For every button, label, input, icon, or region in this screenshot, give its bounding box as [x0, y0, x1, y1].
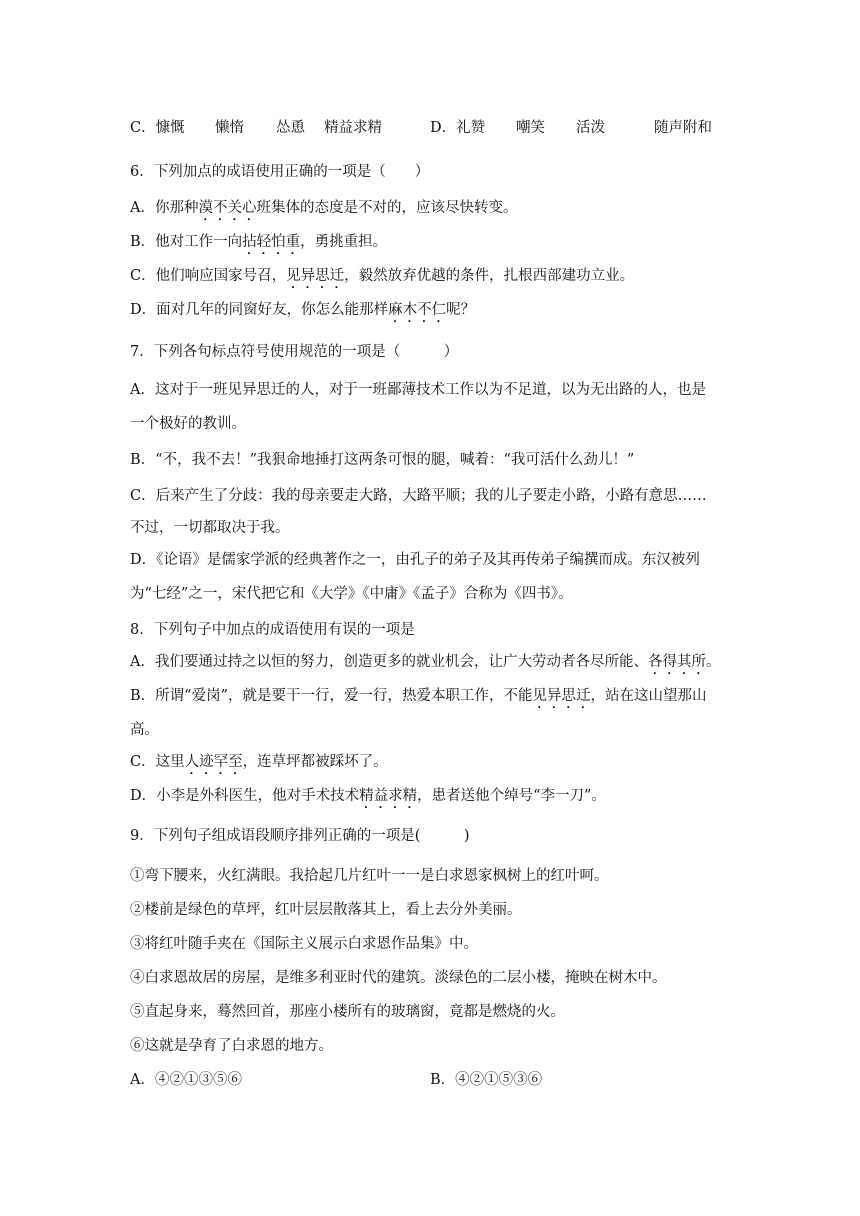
text-segment: A．我们要通过持之以恒的努力，创造更多的就业机会，让广大劳动者各尽所能、: [130, 654, 648, 670]
text-segment: ，患者送他个绰号“李一刀”。: [417, 788, 606, 804]
text-segment: D．小李是外科医生，他对手术技术: [130, 788, 360, 804]
text-segment: C．他们响应国家号召，: [130, 268, 287, 284]
text-line-q9-1: [130, 866, 609, 886]
text-line-q7-c1: [130, 486, 707, 506]
q5-option-word: 懒惰: [215, 120, 244, 136]
text-segment: 6．下列加点的成语使用正确的一项是（ ）: [130, 164, 430, 180]
text-line-q8-a: [130, 652, 720, 678]
emphasized-idiom: 精益求精: [359, 788, 418, 804]
text-segment: 不过，一切都取决于我。: [130, 520, 290, 536]
q9-answer-option: B．④②①⑤③⑥: [430, 1072, 543, 1088]
text-segment: 为“七经”之一，宋代把它和《大学》《中庸》《孟子》合称为《四书》。: [130, 586, 573, 602]
text-line-q7-stem: [130, 342, 458, 362]
text-segment: A．你那种: [130, 200, 199, 216]
emphasized-idiom: 各得其所: [647, 654, 706, 670]
text-segment: ③将红叶随手夹在《国际主义展示白求恩作品集》中。: [130, 936, 478, 952]
text-segment: ，勇挑重担。: [300, 234, 388, 250]
text-segment: ②楼前是绿色的草坪，红叶层层散落其上，看上去分外美丽。: [130, 902, 522, 918]
text-segment: 7．下列各句标点符号使用规范的一项是（ ）: [130, 344, 459, 360]
text-line-q8-stem: [130, 620, 415, 640]
q5-option-word: 随声附和: [654, 120, 712, 136]
text-segment: ⑥这就是孕育了白求恩的地方。: [130, 1038, 333, 1054]
text-segment: 8．下列句子中加点的成语使用有误的一项是: [130, 622, 415, 638]
emphasized-idiom: 漠不关心: [198, 200, 257, 216]
text-segment: ①弯下腰来，火红满眼。我拾起几片红叶一一是白求恩家枫树上的红叶呵。: [130, 868, 609, 884]
text-segment: A．这对于一班见异思迁的人，对于一班鄙薄技术工作以为不足道，以为无出路的人，也是: [130, 382, 706, 398]
text-line-q8-b1: [130, 686, 706, 712]
text-line-q8-d: [130, 786, 606, 812]
text-segment: 高。: [130, 722, 159, 738]
text-line-q9-stem: [130, 826, 470, 846]
emphasized-idiom: 人迹罕至: [184, 754, 243, 770]
q5-option-word: 嘲笑: [516, 120, 545, 136]
q5-option-word: C．慷慨: [130, 120, 185, 136]
text-segment: C．后来产生了分歧：我的母亲要走大路，大路平顺；我的儿子要走小路，小路有意思……: [130, 488, 707, 504]
q9-answer-option: A．④②①③⑤⑥: [130, 1072, 242, 1088]
text-segment: ④白求恩故居的房屋，是维多利亚时代的建筑。淡绿色的二层小楼，掩映在树木中。: [130, 970, 667, 986]
q5-option-word: 活泼: [576, 120, 605, 136]
text-segment: 呢？: [446, 302, 476, 318]
text-line-q9-5: [130, 1002, 565, 1022]
text-segment: ，连草坪都被踩坏了。: [242, 754, 388, 770]
text-segment: 9．下列句子组成语段顺序排列正确的一项是( ): [130, 828, 470, 844]
text-line-q7-b: [130, 450, 634, 470]
text-segment: C．这里: [130, 754, 185, 770]
text-line-q9-2: [130, 900, 522, 920]
text-segment: 。: [705, 654, 721, 670]
text-line-q6-b: [130, 232, 387, 258]
text-segment: B．他对工作一向: [130, 234, 243, 250]
text-line-q9-3: [130, 934, 478, 954]
text-segment: 班集体的态度是不对的，应该尽快转变。: [256, 200, 518, 216]
emphasized-idiom: 见异思迁: [532, 688, 591, 704]
text-line-q7-c2: [130, 518, 290, 538]
text-line-q9-4: [130, 968, 667, 988]
text-segment: ⑤直起身来，蓦然回首，那座小楼所有的玻璃窗，竟都是燃烧的火。: [130, 1004, 565, 1020]
text-segment: B．“不，我不去！”我狠命地捶打这两条可恨的腿，喊着：“我可活什么劲儿！”: [130, 452, 635, 468]
text-segment: 一个极好的教训。: [130, 416, 246, 432]
emphasized-idiom: 麻木不仁: [388, 302, 447, 318]
text-line-q7-d2: [130, 584, 573, 604]
q5-option-word: 精益求精: [324, 120, 382, 136]
text-segment: B．所谓“爱岗”，就是要干一行，爱一行，热爱本职工作，不能: [130, 688, 533, 704]
text-line-q7-a2: [130, 414, 246, 434]
text-line-q7-d1: [130, 550, 700, 570]
text-line-q6-c: [130, 266, 634, 292]
text-segment: ，毅然放弃优越的条件，扎根西部建功立业。: [344, 268, 635, 284]
text-line-q8-c: [130, 752, 388, 778]
emphasized-idiom: 见异思迁: [286, 268, 345, 284]
text-segment: D．《论语》是儒家学派的经典著作之一，由孔子的弟子及其再传弟子编撰而成。东汉被列: [130, 552, 700, 568]
text-segment: ，站在这山望那山: [590, 688, 707, 704]
text-line-q8-b2: [130, 720, 159, 740]
text-line-q6-a: [130, 198, 517, 224]
text-line-q9-6: [130, 1036, 333, 1056]
text-line-q6-d: [130, 300, 475, 326]
q5-option-word: 怂恿: [276, 120, 305, 136]
text-segment: D．面对几年的同窗好友，你怎么能那样: [130, 302, 389, 318]
emphasized-idiom: 拈轻怕重: [242, 234, 301, 250]
text-line-q7-a1: [130, 380, 706, 400]
q5-option-word: D．礼赞: [430, 120, 486, 136]
text-line-q6-stem: [130, 162, 429, 182]
